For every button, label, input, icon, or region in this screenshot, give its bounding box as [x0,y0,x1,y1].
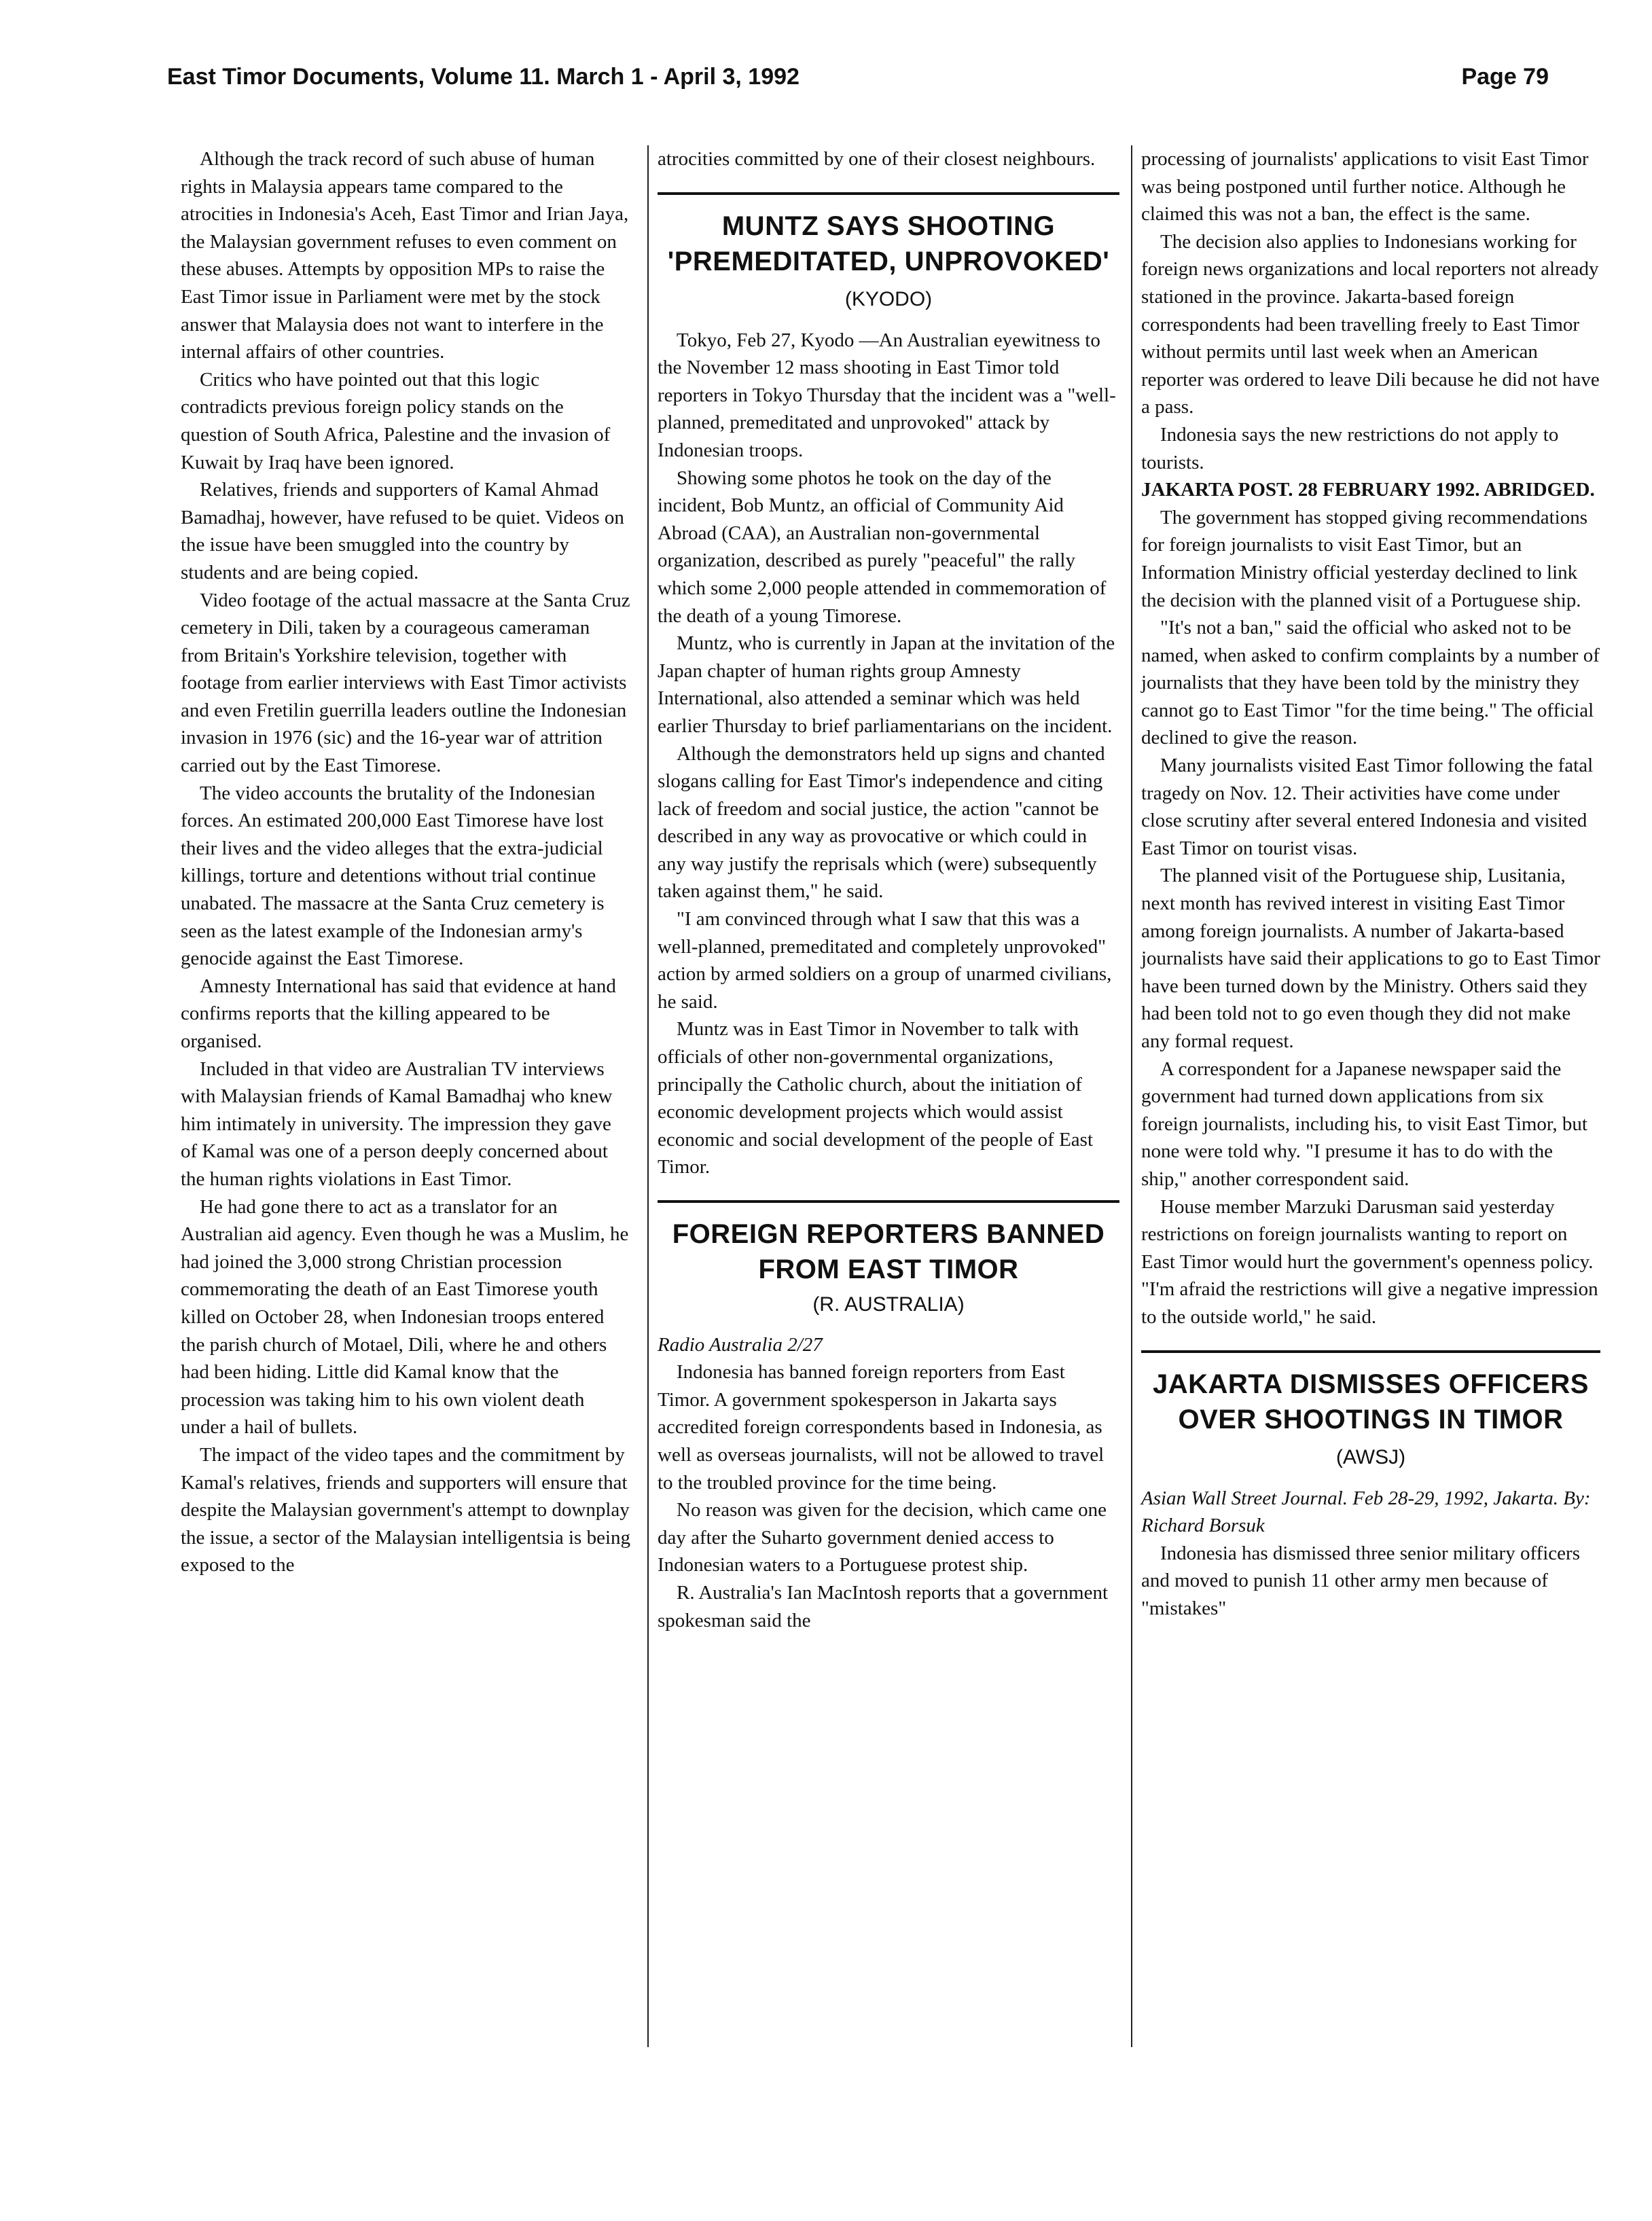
column-3 [1141,145,1600,1623]
paragraph: Amnesty International has said that evidence at hand confirms reports that the killing appeared to be organised. [181,975,616,1052]
paragraph: Showing some photos he took on the day of the incident, Bob Muntz, an official of Community Aid Abroad (CAA), an Australian non-governmental organization, described as purely "peaceful" the rally which some 2,000 people attended in commemoration of the death of a young Timorese. [658,467,1107,627]
paragraph: The government has stopped giving recommendations for foreign journalists to visit East Timor, but an Information Ministry official yesterday declined to link the decision with the planned visit of a Portuguese ship. [1141,506,1587,611]
column-1 [181,145,630,1579]
article-headline: FOREIGN REPORTERS BANNED FROM EAST TIMOR [672,1219,1105,1284]
paragraph: Included in that video are Australian TV interviews with Malaysian friends of Kamal Bamadhaj who knew him intimately in university. The impression they gave of Kamal was one of a person deeply concerned about the human rights violations in East Timor. [181,1058,613,1190]
continuation-text: atrocities committed by one of their closest neighbours. [658,148,1096,170]
paragraph: A correspondent for a Japanese newspaper said the government had turned down applications from six foreign journalists, including his, to visit East Timor, but none were told why. "I presume it has to do with the ship," another correspondent said. [1141,1058,1587,1190]
paragraph: The decision also applies to Indonesians working for foreign news organizations and local reporters not already stationed in the province. Jakarta-based foreign correspondents had been travelling freely to East Timor without permits until last week when an American reporter was ordered to leave Dili because he did not have a pass. [1141,230,1600,418]
article-headline [1141,1367,1600,1475]
section-rule [658,1200,1119,1203]
paragraph: Relatives, friends and supporters of Kamal Ahmad Bamadhaj, however, have refused to be quiet. Videos on the issue have been smuggled into the country by students and are being copied. [181,479,624,583]
paragraph: "I am convinced through what I saw that this was a well-planned, premeditated and completely unprovoked" action by armed soldiers on a group of unarmed civilians, he said. [658,908,1112,1013]
paragraph: Indonesia says the new restrictions do not apply to tourists. [1141,423,1559,473]
paragraph: Muntz, who is currently in Japan at the invitation of the Japan chapter of human rights group Amnesty International, also attended a seminar which was held earlier Thursday to brief parliamentarians on the incident. [658,632,1115,737]
headline-text: JAKARTA DISMISSES OFFICERS OVER SHOOTINGS IN TIMOR [1153,1369,1589,1434]
paragraph: Tokyo, Feb 27, Kyodo —An Australian eyewitness to the November 12 mass shooting in East Timor told reporters in Tokyo Thursday that the incident was a "well-planned, premeditated and unprovoked" attack by Indonesian troops. [658,329,1116,461]
page-header [167,64,1549,105]
paragraph: House member Marzuki Darusman said yesterday restrictions on foreign journalists wanting to report on East Timor would hurt the government's openness policy. "I'm afraid the restrictions will give a negative impression to the outside world," he said. [1141,1195,1598,1328]
headline-text: MUNTZ SAYS SHOOTING 'PREMEDITATED, UNPROVOKED' [667,211,1110,276]
paragraph: Indonesia has dismissed three senior military officers and moved to punish 11 other army men because of "mistakes" [1141,1542,1580,1619]
headline-source: (AWSJ) [1335,1445,1406,1468]
paragraph: No reason was given for the decision, which came one day after the Suharto government denied access to Indonesian waters to a Portuguese protest ship. [658,1499,1107,1576]
paragraph: He had gone there to act as a translator for an Australian aid agency. Even though he was a Muslim, he had joined the 3,000 strong Christian procession commemorating the death of an East Timorese youth killed on October 28, when Indonesian troops entered the parish church of Motael, Dili, where he and others had been hiding. Little did Kamal know that the procession was taking him to his own violent death under a hail of bullets. [181,1195,629,1439]
column-divider [1131,145,1132,2047]
section-rule [658,192,1119,195]
paragraph: processing of journalists' applications to visit East Timor was being postponed until further notice. Although he claimed this was not a ban, the effect is the same. [1141,148,1589,225]
paragraph: Many journalists visited East Timor following the fatal tragedy on Nov. 12. Their activities have come under close scrutiny after several entered Indonesia and visited East Timor on tourist visas. [1141,755,1594,859]
byline: Radio Australia 2/27 [658,1333,823,1356]
paragraph: Muntz was in East Timor in November to talk with officials of other non-governmental organizations, principally the Catholic church, about the initiation of economic development projects which would assist economic and social development of the people of East Timor. [658,1018,1094,1178]
source-heading: JAKARTA POST. 28 FEBRUARY 1992. ABRIDGED. [1141,479,1595,501]
paragraph: R. Australia's Ian MacIntosh reports that a government spokesman said the [658,1581,1109,1631]
column-2 [658,145,1119,1634]
headline-source: (R. AUSTRALIA) [812,1293,965,1316]
byline: Asian Wall Street Journal. Feb 28-29, 1992, Jakarta. By: Richard Borsuk [1141,1487,1591,1537]
publication-title: East Timor Documents, Volume 11. March 1 - April 3, 1992 [167,64,800,90]
paragraph: The impact of the video tapes and the commitment by Kamal's relatives, friends and supporters will ensure that despite the Malaysian government's attempt to downplay the issue, a sector of the Malaysian intelligentsia is being exposed to the [181,1443,631,1576]
paragraph: The video accounts the brutality of the Indonesian forces. An estimated 200,000 East Timorese have lost their lives and the video alleges that the extra-judicial killings, torture and detentions without trial continue unabated. The massacre at the Santa Cruz cemetery is seen as the latest example of the Indonesian army's genocide against the East Timorese. [181,782,605,970]
page-number: Page 79 [1461,64,1549,90]
paragraph: Video footage of the actual massacre at the Santa Cruz cemetery in Dili, taken by a courageous cameraman from Britain's Yorkshire television, together with footage from earlier interviews with East Timor activists and even Fretilin guerrilla leaders outline the Indonesian invasion in 1976 (sic) and the 16-year war of attrition carried out by the East Timorese. [181,589,630,777]
paragraph: Indonesia has banned foreign reporters from East Timor. A government spokesperson in Jakarta says accredited foreign correspondents based in Indonesia, as well as overseas journalists, will not be allowed to travel to the troubled province for the time being. [658,1361,1105,1494]
column-divider [647,145,649,2047]
section-rule [1141,1350,1600,1353]
paragraph: Critics who have pointed out that this logic contradicts previous foreign policy stands on the question of South Africa, Palestine and the invasion of Kuwait by Iraq have been ignored. [181,368,611,473]
headline-source: (KYODO) [844,287,933,310]
paragraph: Although the demonstrators held up signs and chanted slogans calling for East Timor's independence and citing lack of freedom and social justice, the action "cannot be described in any way as provocative or which could in any way justify the reprisals which (were) subsequently taken against them," he said. [658,742,1105,903]
paragraph: The planned visit of the Portuguese ship, Lusitania, next month has revived interest in visiting East Timor among foreign journalists. A number of Jakarta-based journalists have said their applications to go to East Timor have been turned down by the Ministry. Others said they had been told not to go even though they did not make any formal request. [1141,865,1600,1052]
article-headline [658,209,1119,317]
paragraph: Although the track record of such abuse of human rights in Malaysia appears tame compared to the atrocities in Indonesia's Aceh, East Timor and Irian Jaya, the Malaysian government refuses to even comment on these abuses. Attempts by opposition MPs to raise the East Timor issue in Parliament were met by the stock answer that Malaysia does not want to interfere in the internal affairs of other countries. [181,148,629,363]
paragraph: "It's not a ban," said the official who asked not to be named, when asked to confirm complaints by a number of journalists that they have been told by the ministry they cannot go to East Timor "for the time being." The official declined to give the reason. [1141,617,1600,749]
